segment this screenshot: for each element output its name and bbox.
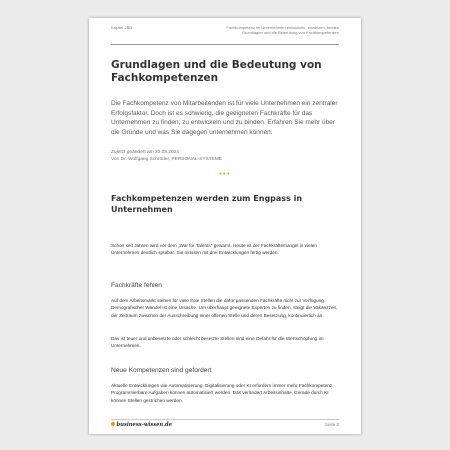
running-header-line-1: Fachkompetenz im Unternehmen entwickeln, einsetzen, binden bbox=[226, 25, 339, 30]
article-meta bbox=[111, 149, 341, 163]
body-paragraph-4: Aktuelle Entwicklungen wie Automatisierung, Digitalisierung oder KI erfordern immer mehr Fachkompetenz. Programmierbare Aufgaben können automatisiert werden. Das verändert Arbeitsinhalte. Gerade durch KI können Stellen gestrichen werden. bbox=[111, 383, 334, 403]
logo-text: business-wissen.de bbox=[116, 422, 172, 428]
page-footer bbox=[111, 419, 339, 430]
logo-dot-icon bbox=[111, 422, 115, 426]
intro-paragraph: Die Fachkompetenz von Mitarbeitenden ist für viele Unternehmen ein zentraler Erfolgsfaktor. Doch ist es schwierig, die geeigneten Fachkräfte für das Unternehmen zu finden, zu entwickeln und zu binden. Erfahren Sie mehr über die Gründe und was Sie dagegen unternehmen können. bbox=[111, 100, 338, 136]
body-paragraph-2: Auf dem Arbeitsmarkt stehen für viele freie Stellen die dafür passenden Fachkräfte nicht zur Verfügung. Demografischer Wandel ist eine Ursache. Um überhaupt geeignete Experten zu finden, steigt die Vakanzzeit, der Zeitraum zwischen der Ausschreibung einer offenen Stelle und deren Besetzung, kontinuierlich an. bbox=[111, 298, 338, 318]
subheading-1: Fachkräfte fehlen bbox=[111, 282, 162, 289]
footer-logo bbox=[111, 422, 172, 428]
section-heading: Fachkompetenzen werden zum Engpass in Unternehmen bbox=[111, 194, 303, 214]
body-paragraph-1: Schon seit Jahren wird vor dem „War for Talents" gewarnt. Heute ist der Fachkräftemangel in vielen Unternehmen deutlich spürbar. Sie müssen mit drei Entwicklungen fertig werden. bbox=[111, 243, 317, 256]
page-title: Grundlagen und die Bedeutung von Fachkompetenzen bbox=[111, 59, 322, 84]
updated-date: Zuletzt geändert am 20.08.2024 bbox=[111, 150, 180, 155]
chapter-label: Kapitel 2BB bbox=[111, 25, 132, 30]
body-paragraph-3: Das ist teuer und unbesetzte oder schlecht besetzte Stellen sind eine Gefahr für die Wertschöpfung im Unternehmen. bbox=[111, 336, 324, 349]
section-separator: ••• bbox=[219, 171, 231, 178]
running-header-line-2: Grundlagen und die Bedeutung von Fachkompetenzen bbox=[241, 30, 339, 35]
page-number: Seite 2 bbox=[324, 422, 339, 427]
document-page bbox=[89, 18, 361, 434]
author-line: Von Dr. Wolfgang Schröder, PERSONAL-SYSTEME bbox=[111, 157, 223, 162]
subheading-2: Neue Kompetenzen sind gefordert bbox=[111, 367, 212, 374]
running-header bbox=[179, 25, 339, 35]
page-header bbox=[111, 24, 339, 45]
